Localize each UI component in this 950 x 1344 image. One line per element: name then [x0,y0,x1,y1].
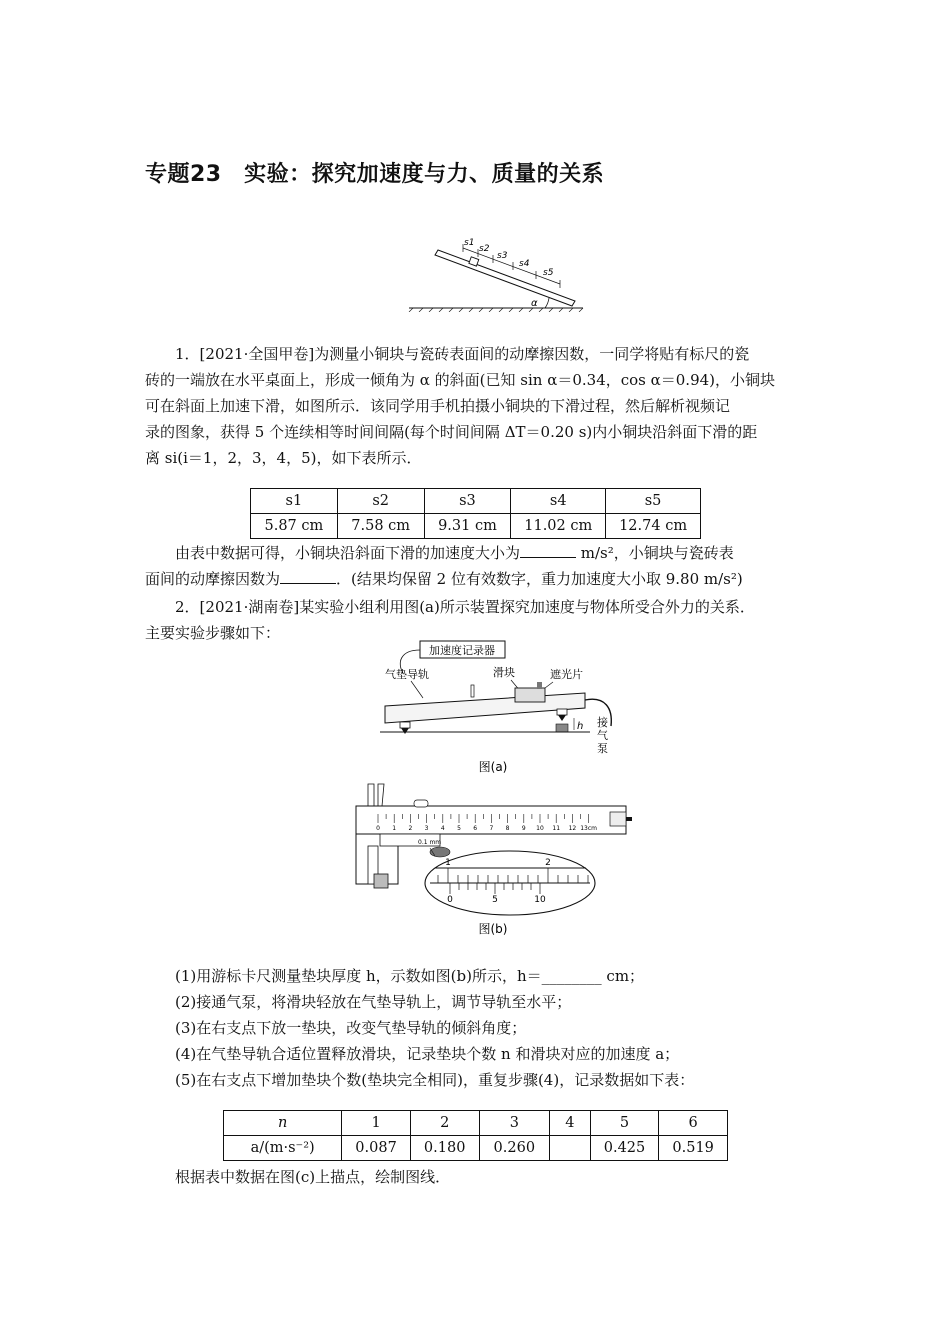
q1-value-cell: 5.87 cm [251,514,338,539]
recorder-box-label: 加速度记录器 [429,644,495,657]
q1-line5: 离 si(i＝1，2，3，4，5)，如下表所示． [145,449,422,467]
q2-header-cell: 1 [342,1111,411,1136]
q2-value-cell: 0.260 [479,1136,550,1161]
q1-prompt-c: 面间的动摩擦因数为 [145,570,281,588]
q1-header-cell: s1 [251,489,338,514]
main-scale-label: 4 [440,825,445,832]
shade-label: 遮光片 [550,668,583,681]
answer-blank-friction[interactable] [280,569,336,584]
q2-table [223,1110,728,1161]
rail-label: 气垫导轨 [385,668,429,681]
vernier-precision-label: 0.1 mm [418,839,442,846]
q2-final-instruction: 根据表中数据在图(c)上描点，绘制图线． [175,1168,451,1186]
q2-step-5: (5)在右支点下增加垫块个数(垫块完全相同)，重复步骤(4)，记录数据如下表： [175,1071,695,1089]
main-scale-label: 12 [568,825,577,832]
answer-blank-acceleration[interactable] [520,543,576,558]
q1-table [250,488,701,539]
main-scale-label: 9 [521,825,526,832]
q1-value-cell: 11.02 cm [511,514,606,539]
q1-header-cell: s5 [606,489,701,514]
q1-prompt-a: 由表中数据可得，小铜块沿斜面下滑的加速度大小为 [175,544,521,562]
zoom-main-label-1: 1 [445,858,451,868]
q2-step-2: (2)接通气泵，将滑块轻放在气垫导轨上，调节导轨至水平； [175,993,572,1011]
label-s4: s4 [519,259,530,269]
zoom-vernier-label-0: 0 [447,895,453,905]
q1-header-cell: s2 [337,489,424,514]
q2-header-cell: 3 [479,1111,550,1136]
q2-header-cell: 2 [410,1111,479,1136]
zoom-vernier-label-5: 5 [492,895,498,905]
main-scale-label: 3 [424,825,429,832]
pump-label-3: 泵 [597,742,608,755]
q1-value-cell: 7.58 cm [337,514,424,539]
q1-header-cell: s3 [424,489,511,514]
q2-header-cell: n [224,1111,342,1136]
q1-value-cell: 9.31 cm [424,514,511,539]
main-scale-label: 2 [408,825,413,832]
h-label: h [577,721,584,732]
main-scale-label: 6 [473,825,478,832]
figure-a-caption: 图(a) [478,760,508,774]
q1-line3: 可在斜面上加速下滑，如图所示．该同学用手机拍摄小铜块的下滑过程，然后解析视频记 [145,397,731,415]
q2-value-cell: 0.519 [659,1136,728,1161]
figure-a-air-track [375,638,625,778]
q1-prompt-d: ．(结果均保留 2 位有效数字，重力加速度大小取 9.80 m/s²) [336,570,743,588]
figure-b-vernier-caliper [350,780,640,940]
incline-figure [405,236,585,312]
main-scale-label: 10 [536,825,544,832]
label-s1: s1 [464,238,475,248]
q1-value-cell: 12.74 cm [606,514,701,539]
q1-line1: 1．[2021·全国甲卷]为测量小铜块与瓷砖表面间的动摩擦因数，一同学将贴有标尺的瓷 [175,345,750,363]
label-s5: s5 [543,268,554,278]
pump-label-1: 接 [597,716,608,729]
q2-value-cell: 0.087 [342,1136,411,1161]
q2-line1: 2．[2021·湖南卷]某实验小组利用图(a)所示装置探究加速度与物体所受合外力的关系． [175,598,755,616]
main-scale-label: 8 [505,825,510,832]
main-scale-label: 0 [376,825,380,832]
q2-value-cell-blank[interactable] [550,1136,591,1161]
q2-header-cell: 6 [659,1111,728,1136]
slider-label: 滑块 [493,666,515,679]
q1-prompt-b: m/s²，小铜块与瓷砖表 [576,544,734,562]
q2-step-1: (1)用游标卡尺测量垫块厚度 h，示数如图(b)所示，h＝________ cm； [175,967,645,985]
label-s3: s3 [497,251,508,261]
main-scale-label: 13cm [580,825,597,832]
main-scale-label: 1 [392,825,397,832]
q1-answer-line2 [145,566,810,593]
main-scale-label: 11 [552,825,561,832]
q2-value-cell: 0.425 [590,1136,659,1161]
label-s2: s2 [479,244,490,254]
q2-step-3: (3)在右支点下放一垫块，改变气垫导轨的倾斜角度； [175,1019,527,1037]
zoom-vernier-label-10: 10 [534,895,546,905]
q2-line2: 主要实验步骤如下： [145,624,281,642]
figure-b-caption: 图(b) [478,922,508,936]
q2-step-4: (4)在气垫导轨合适位置释放滑块，记录垫块个数 n 和滑块对应的加速度 a； [175,1045,680,1063]
q1-header-cell: s4 [511,489,606,514]
q2-header-cell: 5 [590,1111,659,1136]
main-scale-label: 7 [489,825,494,832]
q1-answer-line1 [145,540,810,567]
zoom-main-label-2: 2 [545,858,551,868]
q1-line2: 砖的一端放在水平桌面上，形成一倾角为 α 的斜面(已知 sin α＝0.34，cos α＝0.94)，小铜块 [145,371,776,389]
label-alpha: α [531,298,538,309]
pump-label-2: 气 [597,729,608,742]
q2-header-cell: 4 [550,1111,591,1136]
q1-line4: 录的图象，获得 5 个连续相等时间间隔(每个时间间隔 ΔT＝0.20 s)内小铜块沿斜面下滑的距 [145,423,758,441]
main-scale-label: 5 [457,825,461,832]
q2-value-cell: 0.180 [410,1136,479,1161]
page-title: 专题23 实验：探究加速度与力、质量的关系 [145,162,605,187]
q2-value-cell: a/(m·s⁻²) [224,1136,342,1161]
